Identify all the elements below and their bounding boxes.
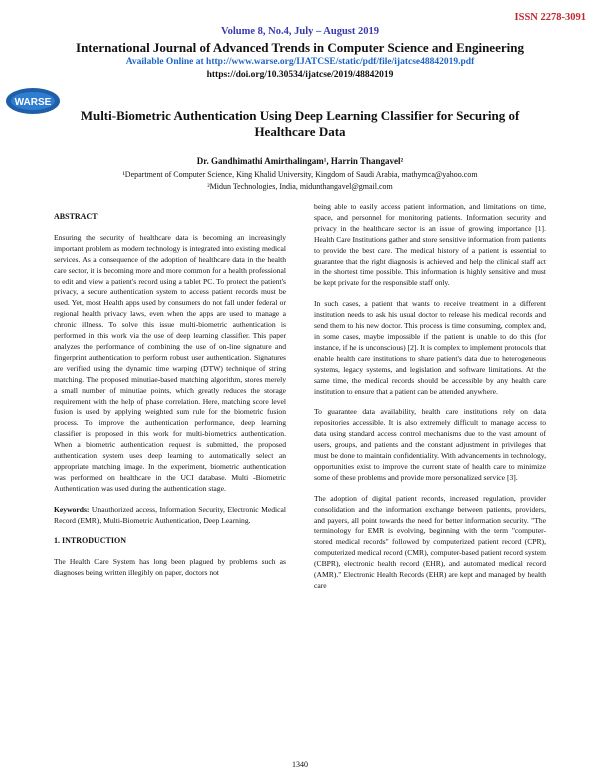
introduction-heading: 1. INTRODUCTION	[54, 536, 127, 546]
keywords-label: Keywords:	[54, 504, 90, 514]
right-paragraph-1: being able to easily access patient information, and limitations on time, space, and personnel for monitoring patients. Information security and privacy in the healthcare sector is an issue of growing importance [1]. Health Care Institutions gather and store sensitive information from patients to provide the best care. The medical history of a patient is essential to guarantee that the right diagnosis is achieved and help the clinical staff act in the shortest time possible. This information is highly sensitive and must be kept private for the responsible staff only.	[314, 202, 546, 288]
affiliation-1: ¹Department of Computer Science, King Khalid University, Kingdom of Saudi Arabia, mathymca@yahoo.com	[122, 170, 478, 179]
right-column	[314, 202, 546, 602]
right-paragraph-3: To guarantee data availability, health care institutions rely on data repositories accessible. It is also extremely difficult to manage access to data using standard access control mechanisms due to the vast amount of users, groups, and patients and the constant adjustment in privileges that must be done to maintain confidentiality. With advancements in technology, opportunities exist to improve the current state of health care to minimize some of these problems and provide more personalized service [3].	[314, 407, 546, 482]
abstract-heading: ABSTRACT	[54, 212, 98, 221]
available-online-link[interactable]: Available Online at http://www.warse.org/IJATCSE/static/pdf/file/ijatcse48842019.pdf	[125, 57, 475, 67]
issn-label: ISSN 2278-3091	[514, 12, 586, 23]
authors: Dr. Gandhimathi Amirthalingam¹, Harrin Thangavel²	[196, 156, 404, 166]
affiliation-2: ²Midun Technologies, India, midunthangavel@gmail.com	[207, 182, 393, 191]
logo-text: WARSE	[14, 97, 52, 108]
right-paragraph-4: The adoption of digital patient records, increased regulation, provider consolidation and the information exchange between patients, providers, and payers, all point towards the need for better information security. "The terminology for EMR is evolving, beginning with the term "computer-stored medical records" followed by computerized patient record (CPR), computerized medical record (CMR), computer-based patient record system (CBPR), electronic health record (EHR), and automated medical record (AMR)." Electronic Health Records (EHR) are kept and managed by health care	[314, 493, 546, 590]
keywords-text: Unauthorized access, Information Security, Electronic Medical Record (EMR), Multi-Biometric Authentication, Deep Learning.	[54, 504, 286, 525]
introduction-paragraph-1: The Health Care System has long been plagued by problems such as diagnoses being written illegibly on paper, doctors not	[54, 557, 286, 578]
page-number: 1340	[292, 760, 308, 769]
paper-title: Multi-Biometric Authentication Using Deep Learning Classifier for Securing of Healthcare Data	[80, 108, 520, 139]
left-column	[54, 212, 286, 589]
keywords-paragraph	[54, 505, 286, 527]
volume-line: Volume 8, No.4, July – August 2019	[220, 26, 379, 37]
doi-link[interactable]: https://doi.org/10.30534/ijatcse/2019/48842019	[206, 70, 394, 80]
journal-title: International Journal of Advanced Trends in Computer Science and Engineering	[76, 40, 524, 55]
warse-logo	[4, 86, 62, 116]
abstract-text: Ensuring the security of healthcare data is becoming an increasingly important problem as modern technology is integrated into existing medical services. As a consequence of the adoption of healthcare data in the health care sector, it is becoming more and more common for a health professional to edit and view a patient's record using a tablet PC. To protect the patient's privacy, a secure authentication system to access patient records must be used. Yet, most Health apps used by consumers do not fall under federal or regional health privacy laws, even when the apps are used to manage a chronic illness. To solve this issue multi-biometric authentication is performed in this work via the use of deep learning classifier. This paper analyzes the performance of combining the use of on-line signature and fingerprint authentication to perform robust user authentication. Signatures are verified using the dynamic time warping (DTW) technique of string matching. The proposed minutiae-based matching algorithm, stores merely a small number of minutiae points, which greatly reduces the storage requirement with the help of phase correlation. Here, matching score level fusion is used by applying weighted sum rule for the biometric fusion process. To improve the authentication performance, deep learning classifier is proposed in this work for multi-biometrics authentication. When a biometric authentication request is submitted, the proposed authentication system uses deep learning to automatically select an appropriate matching image. In the experiment, biometric authentication was performed on healthcare in the UCI database. Multi -Biometric Authentication was used during the authentication stage.	[54, 232, 286, 493]
right-paragraph-2: In such cases, a patient that wants to receive treatment in a different institution needs to ask his usual doctor to release his medical records and send them to his new doctor. This process is time consuming, complex and, in some cases, maybe impossible if the patient is unable to do this (for instance, if he is unconscious) [2]. It is complex to implement protocols that enable health care institutions to share patient's data due to heterogeneous systems, legacy systems, and legislation and software limitations. At the same time, the medical records should be accessible by any health care institution to ensure that a patient can be attended anywhere.	[314, 299, 546, 396]
